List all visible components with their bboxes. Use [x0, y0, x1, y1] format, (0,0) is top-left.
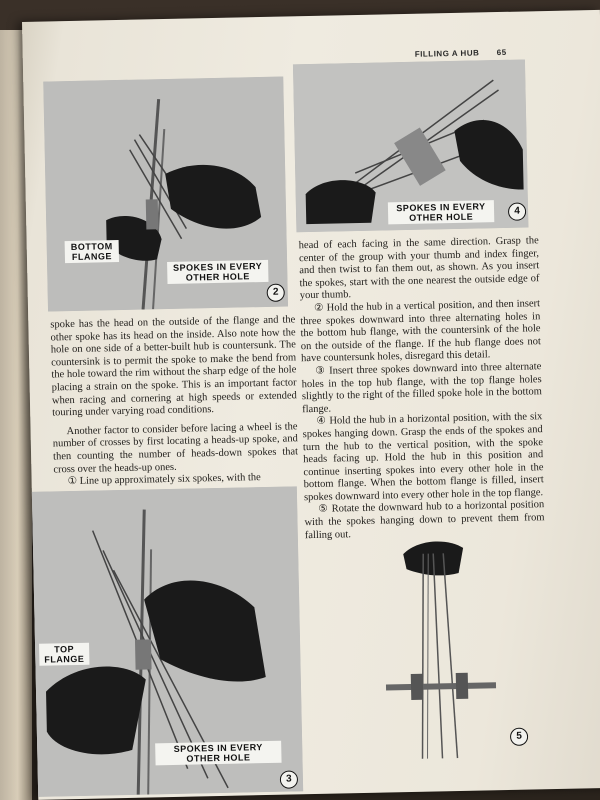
figure-2-photo: [43, 77, 288, 312]
right-column-text: [299, 235, 545, 542]
left-step-1: ① Line up approximately six spokes, with the: [67, 472, 261, 488]
figure-3-number: 3: [280, 770, 298, 788]
figure-3-photo: [32, 486, 303, 796]
right-step-4: ④ Hold the hub in a horizontal position, with the six spokes hanging down. Grasp the ends of the spokes and turn the hub to the vertical position, with the spoke heads facing up. Hold the hub in this position and continue inserting spokes into every other hole in the bottom flange. When the bottom flange is filled, insert spokes downward into every other hole in the top flange.: [302, 411, 544, 504]
left-column-text: [50, 314, 299, 489]
figure-2-label-bottom-flange: BOTTOM FLANGE: [65, 240, 119, 263]
figure-3-label-top-flange: TOP FLANGE: [39, 643, 89, 666]
right-step-5: ⑤ Rotate the downward hub to a horizontal position with the spokes hanging down to prevent them from falling out.: [304, 499, 545, 541]
figure-5-drawing: [378, 532, 503, 764]
figure-3-label-spokes: SPOKES IN EVERY OTHER HOLE: [155, 741, 281, 766]
figure-4-label-spokes: SPOKES IN EVERY OTHER HOLE: [388, 200, 494, 224]
left-paragraph-1: spoke has the head on the outside of the flange and the other spoke has its head on the inside. Also note how the hole on one side of a better-built hub is countersunk. The countersink is to permit the spoke to make the bend from the hole toward the rim without the sharp edge of the hole placing a strain on the spoke. This is an important factor when racing and cornering at high speeds or extended touring under varying road conditions.: [50, 314, 297, 419]
figure-4-number: 4: [508, 202, 526, 220]
right-step-3: ③ Insert three spokes downward into three alternate holes in the top hub flange, with the top flange holes slightly to the right of the filled spoke hole in the bottom flange.: [301, 361, 542, 415]
page-number: 65: [496, 47, 507, 58]
left-paragraph-2: Another factor to consider before lacing a wheel is the number of crosses by first locating a heads-up spoke, and then counting the number of heads-down spokes that cross over the heads-up ones.: [52, 421, 299, 475]
figure-5-illustration: [378, 532, 522, 764]
figure-2-number: 2: [267, 284, 285, 302]
figure-5-number: 5: [510, 728, 528, 746]
book-page: [22, 10, 600, 800]
figure-2-label-spokes: SPOKES IN EVERY OTHER HOLE: [167, 260, 268, 284]
right-paragraph-1: head of each facing in the same direction. Grasp the center of the group with your thumb and index finger, and then twist to fan them out, as shown. As you insert the spokes, start with the one nearest the outside edge of your thumb.: [298, 235, 540, 302]
right-step-2: ② Hold the hub in a vertical position, and then insert three spokes downward into three alternating holes in the bottom hub flange, with the countersink of the hole on the outside of the flange. If the hub flange does not have countersunk holes, disregard this detail.: [300, 298, 541, 365]
figure-4-photo: [293, 59, 528, 232]
running-header: FILLING A HUB: [414, 48, 480, 59]
